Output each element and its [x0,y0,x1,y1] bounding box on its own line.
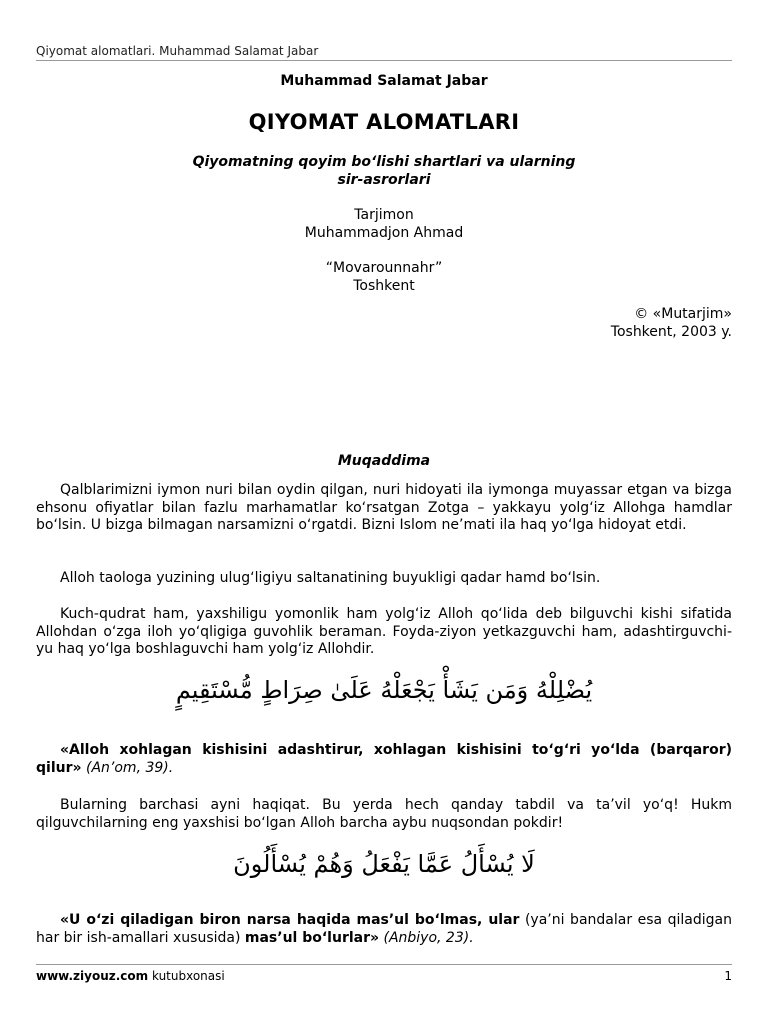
paragraph-3: Kuch-qudrat ham, yaxshiligu yomonlik ham yolg‘iz Alloh qo‘lida deb bilguvchi kishi sifatida Allohdan o‘zga iloh yo‘qligiga guvohlik beraman. Foyda-ziyon yetkazguvchi ham, adashtirguvchi-yu haq yo‘lga boshlaguvchi ham yolg‘iz Allohdir. [36,606,732,658]
paragraph-1: Qalblarimizni iymon nuri bilan oydin qilgan, nuri hidoyati ila iymonga muyassar etgan va bizga ehsonu ofiyatlar bilan fazlu marhamatlar ko‘rsatgan Zotga – yakkayu yolg‘iz Allohga hamdlar bo‘lsin. U bizga bilmagan narsamizni o‘rgatdi. Bizni Islom ne’mati ila haq yo‘lga hidoyat etdi. [36,482,732,534]
arabic-verse-2: لَا يُسْأَلُ عَمَّا يَفْعَلُ وَهُمْ يُسْأَلُونَ [233,850,535,878]
publisher-name: “Movarounnahr” [325,260,443,276]
paragraph-2: Alloh taologa yuzining ulug‘ligiyu saltanatining buyukligi qadar hamd bo‘lsin. [60,570,601,586]
arabic-verse-1: يُضْلِلْهُ وَمَن يَشَأْ يَجْعَلْهُ عَلَىٰ صِرَاطٍ مُّسْتَقِيمٍ [175,676,593,704]
paragraph-6 [36,912,732,947]
section-title: Muqaddima [337,453,431,469]
running-header: Qiyomat alomatlari. Muhammad Salamat Jabar [36,44,319,58]
header-divider [36,60,732,61]
subtitle-line-1: Qiyomatning qoyim bo‘lishi shartlari va ularning [192,154,576,170]
footer-source [36,969,225,983]
verse-translation-2b: mas’ul bo‘lurlar» [244,929,380,946]
verse-reference-1: (An’om, 39). [81,759,174,776]
verse-translation-1: «Alloh xohlagan kishisini adashtirur, xohlagan kishisini to‘g‘ri yo‘lda (barqaror) qilur» [36,742,732,776]
verse-translation-2a: «U o‘zi qiladigan biron narsa haqida mas’ul bo‘lmas, ular [60,912,520,928]
publisher-city: Toshkent [353,278,415,294]
copyright-block [611,305,732,341]
footer-site-link[interactable]: www.ziyouz.com [36,969,149,983]
book-subtitle [36,153,732,189]
publisher-block [36,259,732,295]
copyright-line: © «Mutarjim» [634,306,732,322]
place-year: Toshkent, 2003 y. [610,324,732,340]
subtitle-line-2: sir-asrorlari [337,172,431,188]
paragraph-5: Bularning barchasi ayni haqiqat. Bu yerda hech qanday tabdil va ta’vil yo‘q! Hukm qilguvchilarning eng yaxshisi bo‘lgan Alloh barcha aybu nuqsondan pokdir! [36,797,732,831]
translator-name: Muhammadjon Ahmad [304,225,464,241]
page-number: 1 [724,969,732,983]
paragraph-4 [36,742,732,777]
translator-label: Tarjimon [354,207,414,223]
translator-block [36,206,732,242]
footer-site-suffix: kutubxonasi [148,969,225,983]
book-title: QIYOMAT ALOMATLARI [248,110,520,134]
footer-divider [36,964,732,965]
verse-reference-2: (Anbiyo, 23). [379,929,474,946]
author-name: Muhammad Salamat Jabar [280,73,488,89]
verse-gloss: (ya’ni bandalar esa qiladigan har bir ish-amallari xususida) [36,912,733,946]
